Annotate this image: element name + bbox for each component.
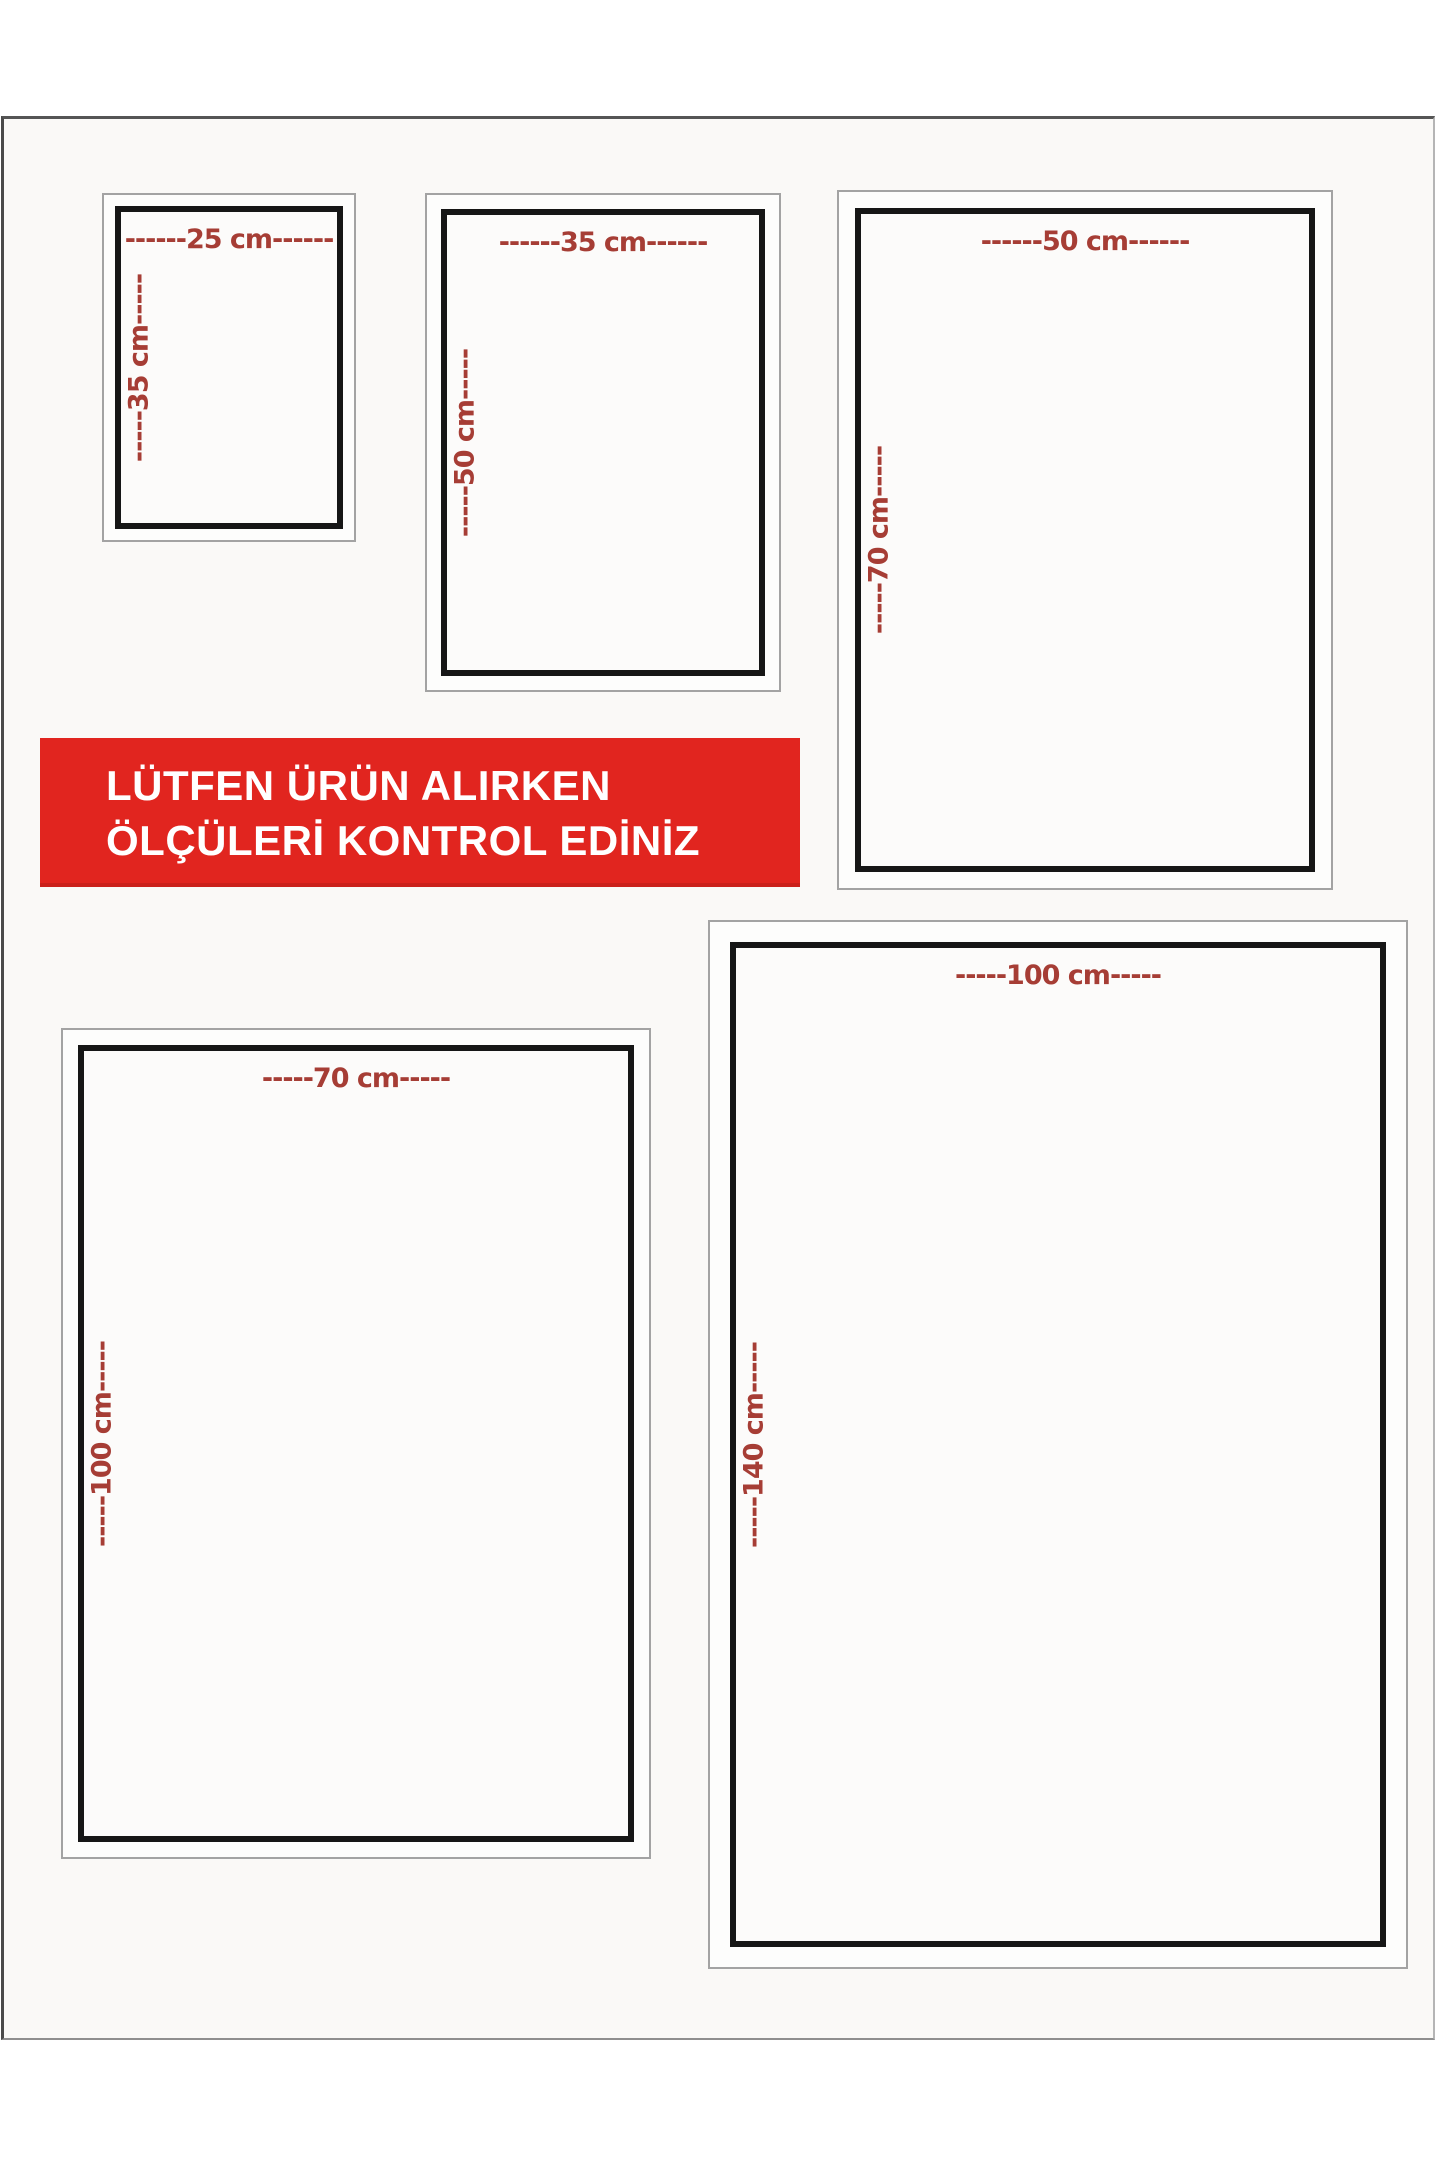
size-frame-70x100 <box>61 1028 651 1859</box>
size-frame-border <box>441 209 765 676</box>
warning-banner <box>40 738 800 887</box>
height-dimension-label: -----50 cm----- <box>449 348 481 537</box>
size-frame-25x35 <box>102 193 356 542</box>
width-dimension-label: ------25 cm------ <box>124 224 334 255</box>
height-dimension-label: -----100 cm----- <box>86 1340 118 1547</box>
warning-banner-line-1: LÜTFEN ÜRÜN ALIRKEN <box>106 761 611 809</box>
size-frame-35x50 <box>425 193 781 692</box>
size-frame-border <box>730 942 1386 1947</box>
size-frame-border <box>115 206 343 529</box>
size-frame-100x140 <box>708 920 1408 1969</box>
size-frame-border <box>855 208 1315 872</box>
height-dimension-label: -----70 cm----- <box>863 445 895 635</box>
width-dimension-label: -----70 cm----- <box>261 1063 451 1094</box>
width-dimension-label: -----100 cm----- <box>955 960 1161 991</box>
width-dimension-label: ------35 cm------ <box>498 227 708 258</box>
size-frame-50x70 <box>837 190 1333 890</box>
height-dimension-label: -----140 cm----- <box>738 1341 770 1548</box>
warning-banner-line-2: ÖLÇÜLERİ KONTROL EDİNİZ <box>106 816 701 864</box>
size-frame-border <box>78 1045 634 1842</box>
width-dimension-label: ------50 cm------ <box>980 226 1190 257</box>
height-dimension-label: -----35 cm----- <box>123 273 155 462</box>
